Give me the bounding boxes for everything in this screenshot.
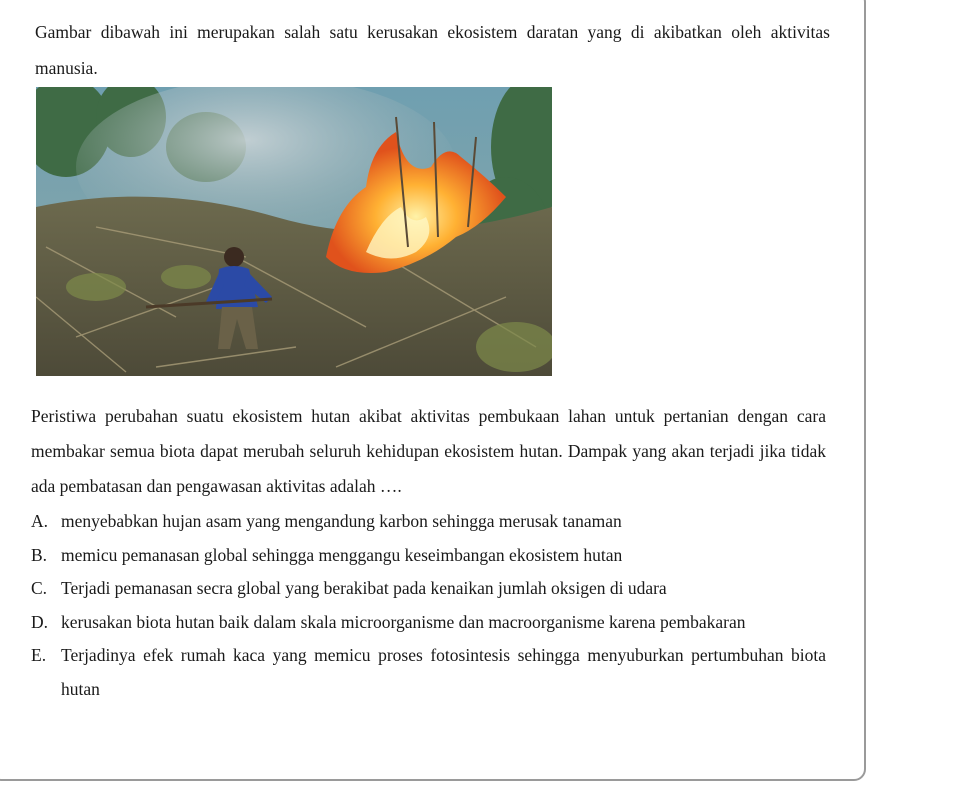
option-letter: D. [31, 611, 49, 632]
option-letter: A. [31, 511, 49, 531]
option-d[interactable] [31, 606, 826, 640]
option-letter: E. [31, 645, 47, 665]
question-text: Peristiwa perubahan suatu ekosistem hutan akibat aktivitas pembukaan lahan untuk pertanian dengan cara membakar semua biota dapat merubah seluruh kehidupan ekosistem hutan. Dampak yang akan terjadi jika tidak ada pembatasan dan pengawasan aktivitas adalah …. [31, 406, 826, 496]
option-letter: B. [31, 544, 48, 565]
answer-options [31, 505, 826, 706]
option-text: kerusakan biota hutan baik dalam skala microorganisme dan macroorganisme karena pembakaran [61, 611, 746, 632]
option-text: memicu pemanasan global sehingga menggangu keseimbangan ekosistem hutan [61, 544, 623, 565]
option-a[interactable] [31, 505, 826, 539]
option-text: menyebabkan hujan asam yang mengandung karbon sehingga merusak tanaman [61, 511, 622, 531]
forest-fire-photo [36, 87, 552, 376]
option-text: Terjadinya efek rumah kaca yang memicu proses fotosintesis sehingga menyuburkan pertumbuhan biota hutan [61, 645, 826, 699]
option-e[interactable] [31, 639, 826, 706]
intro-text: Gambar dibawah ini merupakan salah satu kerusakan ekosistem daratan yang di akibatkan oleh aktivitas manusia. [35, 22, 830, 78]
option-text: Terjadi pemanasan secra global yang berakibat pada kenaikan jumlah oksigen di udara [61, 578, 667, 598]
option-b[interactable] [31, 539, 826, 573]
option-c[interactable] [31, 572, 826, 606]
option-letter: C. [31, 578, 48, 598]
